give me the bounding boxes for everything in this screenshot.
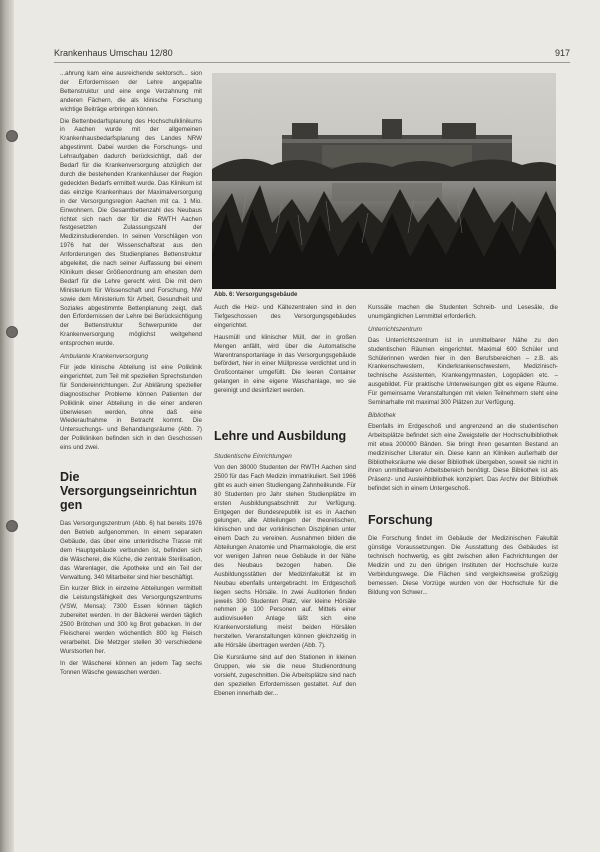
punch-hole — [6, 130, 18, 142]
punch-hole — [6, 520, 18, 532]
photo-graphic — [212, 73, 556, 289]
subheading: Unterrichtszentrum — [368, 325, 422, 333]
punch-hole — [6, 326, 18, 338]
column-2 — [214, 304, 356, 822]
column-3 — [368, 304, 558, 822]
paragraph: Auch die Heiz- und Kältezentralen sind in den Tiefgeschossen des Versorgungsgebäudes eingerichtet. — [214, 304, 356, 329]
column-1 — [60, 70, 202, 822]
paragraph: Kurssäle machen die Studenten Schreib- und Lesesäle, die unumgänglichen Lernmittel erforderlich. — [368, 304, 558, 320]
photo-caption: Abb. 6: Versorgungsgebäude — [214, 292, 298, 298]
page-number: 917 — [554, 48, 570, 58]
paragraph: Ebenfalls im Erdgeschoß und angrenzend an die studentischen Arbeitsplätze befindet sich eine Zweigstelle der Hochschulbibliothek mit etwa 200000 Bänden. Sie bringt ihren gesamten Bestand an medizinischer Literatur ein. Diese kann an Kliniken außerhalb der Bibliotheksräume wie dieser Bibliothek übergeben, soweit sie nicht in ihren unmittelbaren Arbeitsbereich benötigt. Diese Bibliothek ist als Präsenz- und Ausleihbibliothek konzipiert. Das Archiv der Bibliothek befindet sich in einem Untergeschoß. — [368, 422, 558, 493]
paragraph: Von den 38000 Studenten der RWTH Aachen sind 2500 für das Fach Medizin immatrikuliert. Seit 1966 gibt es auch einen Studiengang Zahnheilkunde. Für 80 Studenten pro Jahr stehen Studienplätze im ersten Ausbildungsabschnitt zur Verfügung. Entgegen der Bundesrepublik ist es in Aachen gelungen, alle Abteilungen der theoretischen, klinischen und der vorklinischen Disziplinen unter einem Dach zu vereinen. Ausnahmen bilden die Abteilungen Anatomie und Pharmakologie, die erst vor wenigen Jahren neue Gebäude in der Nähe des Neubaus bezogen haben. Die Ausbildungsstätten der Medizinfakultät ist im Neubau ebenfalls untergebracht. Im Erdgeschoß liegen sechs Hörsäle. In zwei Auditorien finden jeweils 300 Studenten Platz, vier kleine Hörsäle nehmen je 100 Personen auf. Mittels einer audiovisuellen Anlage läßt sich eine Krankenvorstellung meist beiden Hörsälen herstellen. Veranstaltungen können gleichzeitig in alle Hörsäle übertragen werden (Abb. 7). — [214, 463, 356, 650]
paragraph: Die Kursräume sind auf den Stationen in kleinen Gruppen, wie sie die neue Studienordnung vorsieht, zugeschnitten. Die Arbeitsplätze sind nach den speziellen Erfordernissen gestaltet. Auf den Ebenen innerhalb der... — [214, 654, 356, 697]
paragraph: Für jede klinische Abteilung ist eine Poliklinik eingerichtet, zum Teil mit speziellen Sprechstunden für Sondereinrichtungen. Zur Abklärung spezieller diagnostischer Probleme können Patienten der Poliklinik einer Abteilung in die einer anderen überwiesen werden, ohne daß eine Wiederaufnahme in Betracht kommt. Die Untersuchungs- und Behandlungsräume (Abb. 7) der Polikliniken befinden sich in den Geschossen eins und zwei. — [60, 364, 202, 452]
section-heading-lehre: Lehre und Ausbildung — [214, 429, 347, 444]
section-heading-versorgung: Die Versorgungseinrichtungen — [60, 470, 197, 513]
building-photo — [212, 73, 556, 289]
paragraph: Die Forschung findet im Gebäude der Medizinischen Fakultät günstige Voraussetzungen. Die Ausstattung des Gebäudes ist technisch hochwertig, es gibt zwischen allen Fachrichtungen der Medizin und zu den übrigen Instituten der Hochschule kurze Verbindungswege. Die Flächen sind vergleichsweise großzügig bemessen. Diese Vorzüge wurden von der Hochschule für die Bildung von Schwer... — [368, 535, 558, 596]
journal-title: Krankenhaus Umschau 12/80 — [54, 48, 173, 58]
subheading: Ambulante Krankenversorgung — [60, 353, 149, 361]
paragraph: Das Unterrichtszentrum ist in unmittelbarer Nähe zu den studentischen Räumen eingerichtet. Maximal 600 Schüler und Schülerinnen werden hier in den Berufsbereichen – z.B. als Krankenschwestern, Kinderkrankenschwestern, Medizinisch-technische Assistenten, Krankengymnasten, Logopäden etc. – ausgebildet. Für praktische Unterweisungen gibt es eigene Räume. Für gemeinsame Veranstaltungen mit vielen Teilnehmern steht eine Seminarhalle mit maximal 300 Plätzen zur Verfügung. — [368, 336, 558, 407]
binding-edge — [0, 0, 14, 852]
running-header — [54, 48, 570, 63]
paragraph: Die Bettenbedarfsplanung des Hochschulklinikums in Aachen wurde mit der allgemeinen Krankenhausbedarfsplanung des Landes NRW abgestimmt. Dabei wurden die Forschungs- und Lehraufgaben dadurch berücksichtigt, daß der Bedarf für die Krankenversorgung abzüglich der durch die bestehenden Krankenhäuser der Region gedeckten Bedarfs ermittelt wurde. Das Klinikum ist das einzige Krankenhaus der Maximalversorgung in der Versorgungsregion Aachen mit ca. 1 Mio. Einwohnern. Die Gesamtbettenzahl des Neubaus richtet sich nach der für die RWTH Aachen festgesetzten Zulassungszahl der Medizinstudierenden. In seinen Vorschlägen von 1976 hat der Wissenschaftsrat aus den Anforderungen des Studienplanes Bettenstruktur abgeleitet, die nach seiner Auffassung bei einem Klinikum dieser Größenordnung am ehesten dem Bedarf für die Lehre gerecht wird. Die mit dem Ministerium für Wissenschaft und Forschung, NW sowie dem Ministerium für Arbeit, Gesundheit und Soziales abgestimmte Bettenplanung zeigt, daß den Erfordernissen der Lehre bei Berücksichtigung der Bettenstruktur Schwerpunkte der Krankenversorgung möglichst weitgehend entsprochen wurde. — [60, 117, 202, 348]
paragraph: Ein kurzer Blick in einzelne Abteilungen vermittelt die Leistungsfähigkeit des Versorgungszentrums (VSW, Mensa): 7300 Essen können täglich zubereitet werden. In der Bäckerei werden täglich 2500 Brötchen und 300 kg Brot gebacken. In der Fleischerei werden wöchentlich 800 kg Fleisch verarbeitet. Die Metzger stellen 30 verschiedene Wurstsorten her. — [60, 585, 202, 655]
paragraph: ...ahrung kam eine ausreichende sektorsch... sion der Erfordernissen der Lehre angepaßte Bettenstruktur und eine enge Verzahnung mit anderen Fächern, die als klinische Forschung wichtige Beiträge erbringen können. — [60, 70, 202, 113]
subheading: Bibliothek — [368, 411, 396, 419]
paragraph: In der Wäscherei können an jedem Tag sechs Tonnen Wäsche gewaschen werden. — [60, 659, 202, 676]
section-heading-forschung: Forschung — [368, 513, 433, 528]
subheading: Studentische Einrichtungen — [214, 453, 292, 461]
paragraph: Hausmüll und klinischer Müll, der in großen Mengen anfällt, wird über die Automatische Warentransportanlage in das Versorgungsgebäude befördert, hier in einer Müllpresse verdichtet und in Großcontainer umgefüllt. Die leeren Container gelangen in eine eigene Waschanlage, wo sie gereinigt und desinfiziert werden. — [214, 333, 356, 395]
paragraph: Das Versorgungszentrum (Abb. 6) hat bereits 1976 den Betrieb aufgenommen. In einem separaten Gebäude, das über eine unterirdische Trasse mit dem Hauptgebäude verbunden ist, befinden sich die Wäscherei, die Küche, die zentrale Sterilisation, das Warenlager, die Apotheke und ein Teil der Verwaltung. 340 Mitarbeiter sind hier beschäftigt. — [60, 520, 202, 581]
